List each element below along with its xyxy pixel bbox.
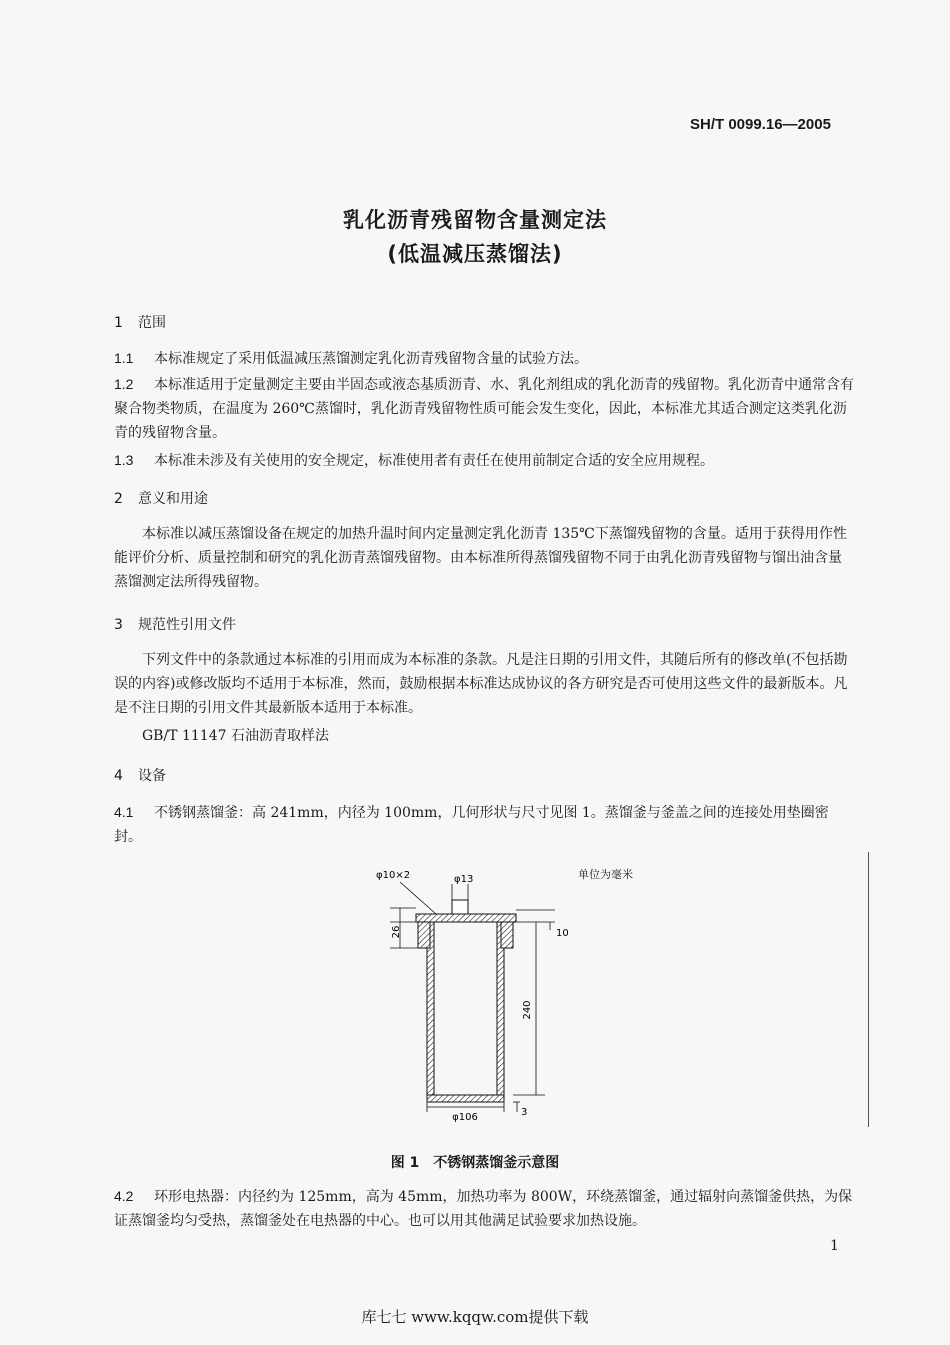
distillation-vessel-figure bbox=[370, 862, 600, 1132]
clause-text: 环形电热器：内径约为 125mm，高为 45mm，加热功率为 800W，环绕蒸馏釜，通过辐射向蒸馏釜供热，为保证蒸馏釜均匀受热，蒸馏釜处在电热器的中心。也可以用其他满足试验要求加热设施。 bbox=[114, 1189, 853, 1229]
vessel-neck bbox=[452, 900, 468, 914]
paragraph-4-2 bbox=[114, 1184, 854, 1233]
unit-note: 单位为毫米 bbox=[578, 868, 633, 881]
standard-code: SH/T 0099.16—2005 bbox=[690, 116, 831, 133]
section-4-heading bbox=[114, 765, 166, 785]
section-title: 设备 bbox=[138, 768, 166, 784]
paragraph-2: 本标准以减压蒸馏设备在规定的加热升温时间内定量测定乳化沥青 135℃下蒸馏残留物的含量。适用于获得用作性能评价分析、质量控制和研究的乳化沥青蒸馏残留物。由本标准所得蒸馏残留物不同于由乳化沥青残留物与馏出油含量蒸馏测定法所得残留物。 bbox=[114, 526, 847, 590]
vessel-bottom bbox=[427, 1095, 504, 1102]
paragraph-4-1 bbox=[114, 800, 854, 849]
paragraph-1-1 bbox=[114, 346, 854, 371]
dim-26-label: 26 bbox=[391, 925, 402, 939]
section-title: 范围 bbox=[138, 315, 166, 331]
margin-line bbox=[868, 852, 869, 1127]
download-footer: 库七七 www.kqqw.com提供下载 bbox=[361, 1308, 589, 1326]
normative-reference: GB/T 11147 石油沥青取样法 bbox=[142, 728, 329, 744]
section-2-heading bbox=[114, 488, 208, 508]
vessel-left-wall bbox=[427, 922, 434, 1102]
page-number: 1 bbox=[830, 1238, 839, 1254]
dim-top-label: φ13 bbox=[454, 874, 474, 885]
clause-number: 1.3 bbox=[114, 452, 134, 468]
title-line-2: (低温减压蒸馏法) bbox=[387, 242, 563, 266]
section-3-heading bbox=[114, 614, 236, 634]
clause-number: 1.2 bbox=[114, 376, 134, 392]
clause-text: 本标准规定了采用低温减压蒸馏测定乳化沥青残留物含量的试验方法。 bbox=[154, 351, 588, 367]
clause-number: 1.1 bbox=[114, 350, 134, 366]
vessel-lid bbox=[416, 914, 516, 922]
dim-240-label: 240 bbox=[522, 1000, 533, 1020]
vessel-right-wall bbox=[497, 922, 504, 1102]
section-title: 规范性引用文件 bbox=[138, 617, 236, 633]
paragraph-1-2 bbox=[114, 372, 854, 445]
section-number: 3 bbox=[114, 617, 123, 633]
clause-text: 本标准未涉及有关使用的安全规定，标准使用者有责任在使用前制定合适的安全应用规程。 bbox=[154, 453, 714, 469]
dim-106-label: φ106 bbox=[452, 1112, 478, 1123]
dim-10-label: 10 bbox=[556, 928, 569, 939]
section-title: 意义和用途 bbox=[138, 491, 208, 507]
dim-3-label: 3 bbox=[521, 1107, 528, 1118]
clause-text: 不锈钢蒸馏釜：高 241mm，内径为 100mm，几何形状与尺寸见图 1。蒸馏釜与釜盖之间的连接处用垫圈密封。 bbox=[114, 805, 829, 845]
section-1-heading bbox=[114, 312, 166, 332]
section-number: 1 bbox=[114, 315, 123, 331]
clause-number: 4.1 bbox=[114, 804, 134, 820]
section-number: 2 bbox=[114, 491, 123, 507]
clause-text: 本标准适用于定量测定主要由半固态或液态基质沥青、水、乳化剂组成的乳化沥青的残留物。乳化沥青中通常含有聚合物类物质，在温度为 260℃蒸馏时，乳化沥青残留物性质可能会发生变化，因此，本标准尤其适合测定这类乳化沥青的残留物含量。 bbox=[114, 377, 854, 441]
left-flange bbox=[418, 922, 430, 948]
dim-hole-label: φ10×2 bbox=[376, 870, 411, 881]
clause-number: 4.2 bbox=[114, 1188, 134, 1204]
paragraph-1-3 bbox=[114, 448, 854, 473]
section-number: 4 bbox=[114, 768, 123, 784]
right-flange bbox=[501, 922, 513, 948]
title-line-1: 乳化沥青残留物含量测定法 bbox=[343, 208, 607, 232]
figure-caption: 图 1 不锈钢蒸馏釜示意图 bbox=[390, 1155, 560, 1171]
paragraph-3: 下列文件中的条款通过本标准的引用而成为本标准的条款。凡是注日期的引用文件，其随后所有的修改单(不包括勘误的内容)或修改版均不适用于本标准，然而，鼓励根据本标准达成协议的各方研究是否可使用这些文件的最新版本。凡是不注日期的引用文件其最新版本适用于本标准。 bbox=[114, 652, 848, 716]
